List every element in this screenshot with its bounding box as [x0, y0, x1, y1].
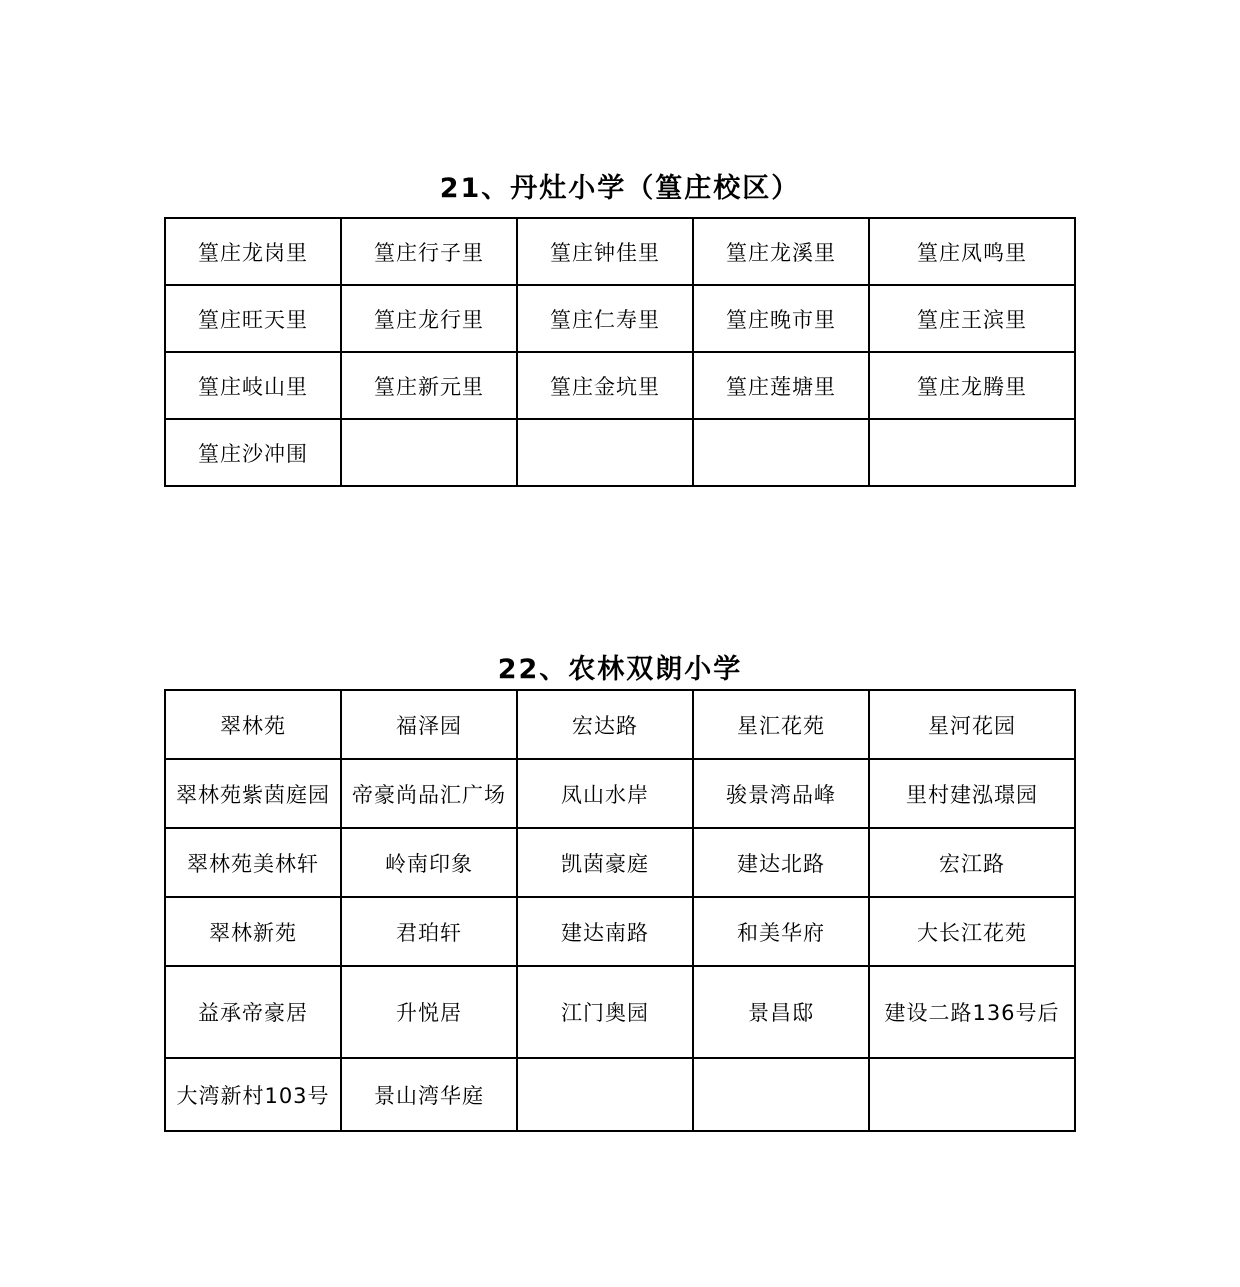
table-cell: 篁庄岐山里	[165, 352, 341, 419]
table-cell: 篁庄晚市里	[693, 285, 869, 352]
address-table-21	[164, 217, 1076, 487]
table-cell: 建设二路136号后	[869, 966, 1075, 1058]
table-row	[165, 759, 1075, 828]
table-cell: 景昌邸	[693, 966, 869, 1058]
table-cell: 翠林苑美林轩	[165, 828, 341, 897]
table-cell: 篁庄新元里	[341, 352, 517, 419]
table-cell: 宏江路	[869, 828, 1075, 897]
table-cell: 升悦居	[341, 966, 517, 1058]
table-cell: 篁庄王滨里	[869, 285, 1075, 352]
table-cell: 宏达路	[517, 690, 693, 759]
table-cell: 篁庄仁寿里	[517, 285, 693, 352]
table-cell: 建达北路	[693, 828, 869, 897]
table-cell: 篁庄龙岗里	[165, 218, 341, 285]
table-cell: 篁庄行子里	[341, 218, 517, 285]
table-row	[165, 828, 1075, 897]
table-cell: 江门奥园	[517, 966, 693, 1058]
table-cell	[341, 419, 517, 486]
address-table-22	[164, 689, 1076, 1132]
table-cell: 篁庄龙溪里	[693, 218, 869, 285]
table-cell: 篁庄龙行里	[341, 285, 517, 352]
table-row	[165, 690, 1075, 759]
section-title-21: 21、丹灶小学（篁庄校区）	[439, 173, 801, 204]
table-cell: 篁庄莲塘里	[693, 352, 869, 419]
table-cell	[693, 1058, 869, 1131]
table-cell: 建达南路	[517, 897, 693, 966]
table-cell: 篁庄金坑里	[517, 352, 693, 419]
table-row	[165, 352, 1075, 419]
table-row	[165, 419, 1075, 486]
table-cell: 篁庄旺天里	[165, 285, 341, 352]
table-cell: 福泽园	[341, 690, 517, 759]
table-cell	[517, 419, 693, 486]
table-cell	[693, 419, 869, 486]
table-cell: 骏景湾品峰	[693, 759, 869, 828]
table-cell	[869, 1058, 1075, 1131]
table-cell: 里村建泓璟园	[869, 759, 1075, 828]
table-cell: 翠林新苑	[165, 897, 341, 966]
table-cell: 凯茵豪庭	[517, 828, 693, 897]
table-cell: 篁庄沙冲围	[165, 419, 341, 486]
table-cell: 帝豪尚品汇广场	[341, 759, 517, 828]
table-cell: 星河花园	[869, 690, 1075, 759]
table-cell: 星汇花苑	[693, 690, 869, 759]
table-cell: 和美华府	[693, 897, 869, 966]
table-cell: 篁庄龙腾里	[869, 352, 1075, 419]
table-cell: 益承帝豪居	[165, 966, 341, 1058]
table-cell: 篁庄凤鸣里	[869, 218, 1075, 285]
table-cell	[517, 1058, 693, 1131]
table-row	[165, 966, 1075, 1058]
table-row	[165, 285, 1075, 352]
table-cell: 大湾新村103号	[165, 1058, 341, 1131]
table-row	[165, 897, 1075, 966]
table-cell: 凤山水岸	[517, 759, 693, 828]
table-cell	[869, 419, 1075, 486]
table-cell: 篁庄钟佳里	[517, 218, 693, 285]
table-cell: 岭南印象	[341, 828, 517, 897]
table-row	[165, 1058, 1075, 1131]
table-cell: 大长江花苑	[869, 897, 1075, 966]
table-cell: 君珀轩	[341, 897, 517, 966]
table-row	[165, 218, 1075, 285]
section-title-22: 22、农林双朗小学	[497, 654, 743, 685]
table-cell: 翠林苑	[165, 690, 341, 759]
table-cell: 翠林苑紫茵庭园	[165, 759, 341, 828]
table-cell: 景山湾华庭	[341, 1058, 517, 1131]
